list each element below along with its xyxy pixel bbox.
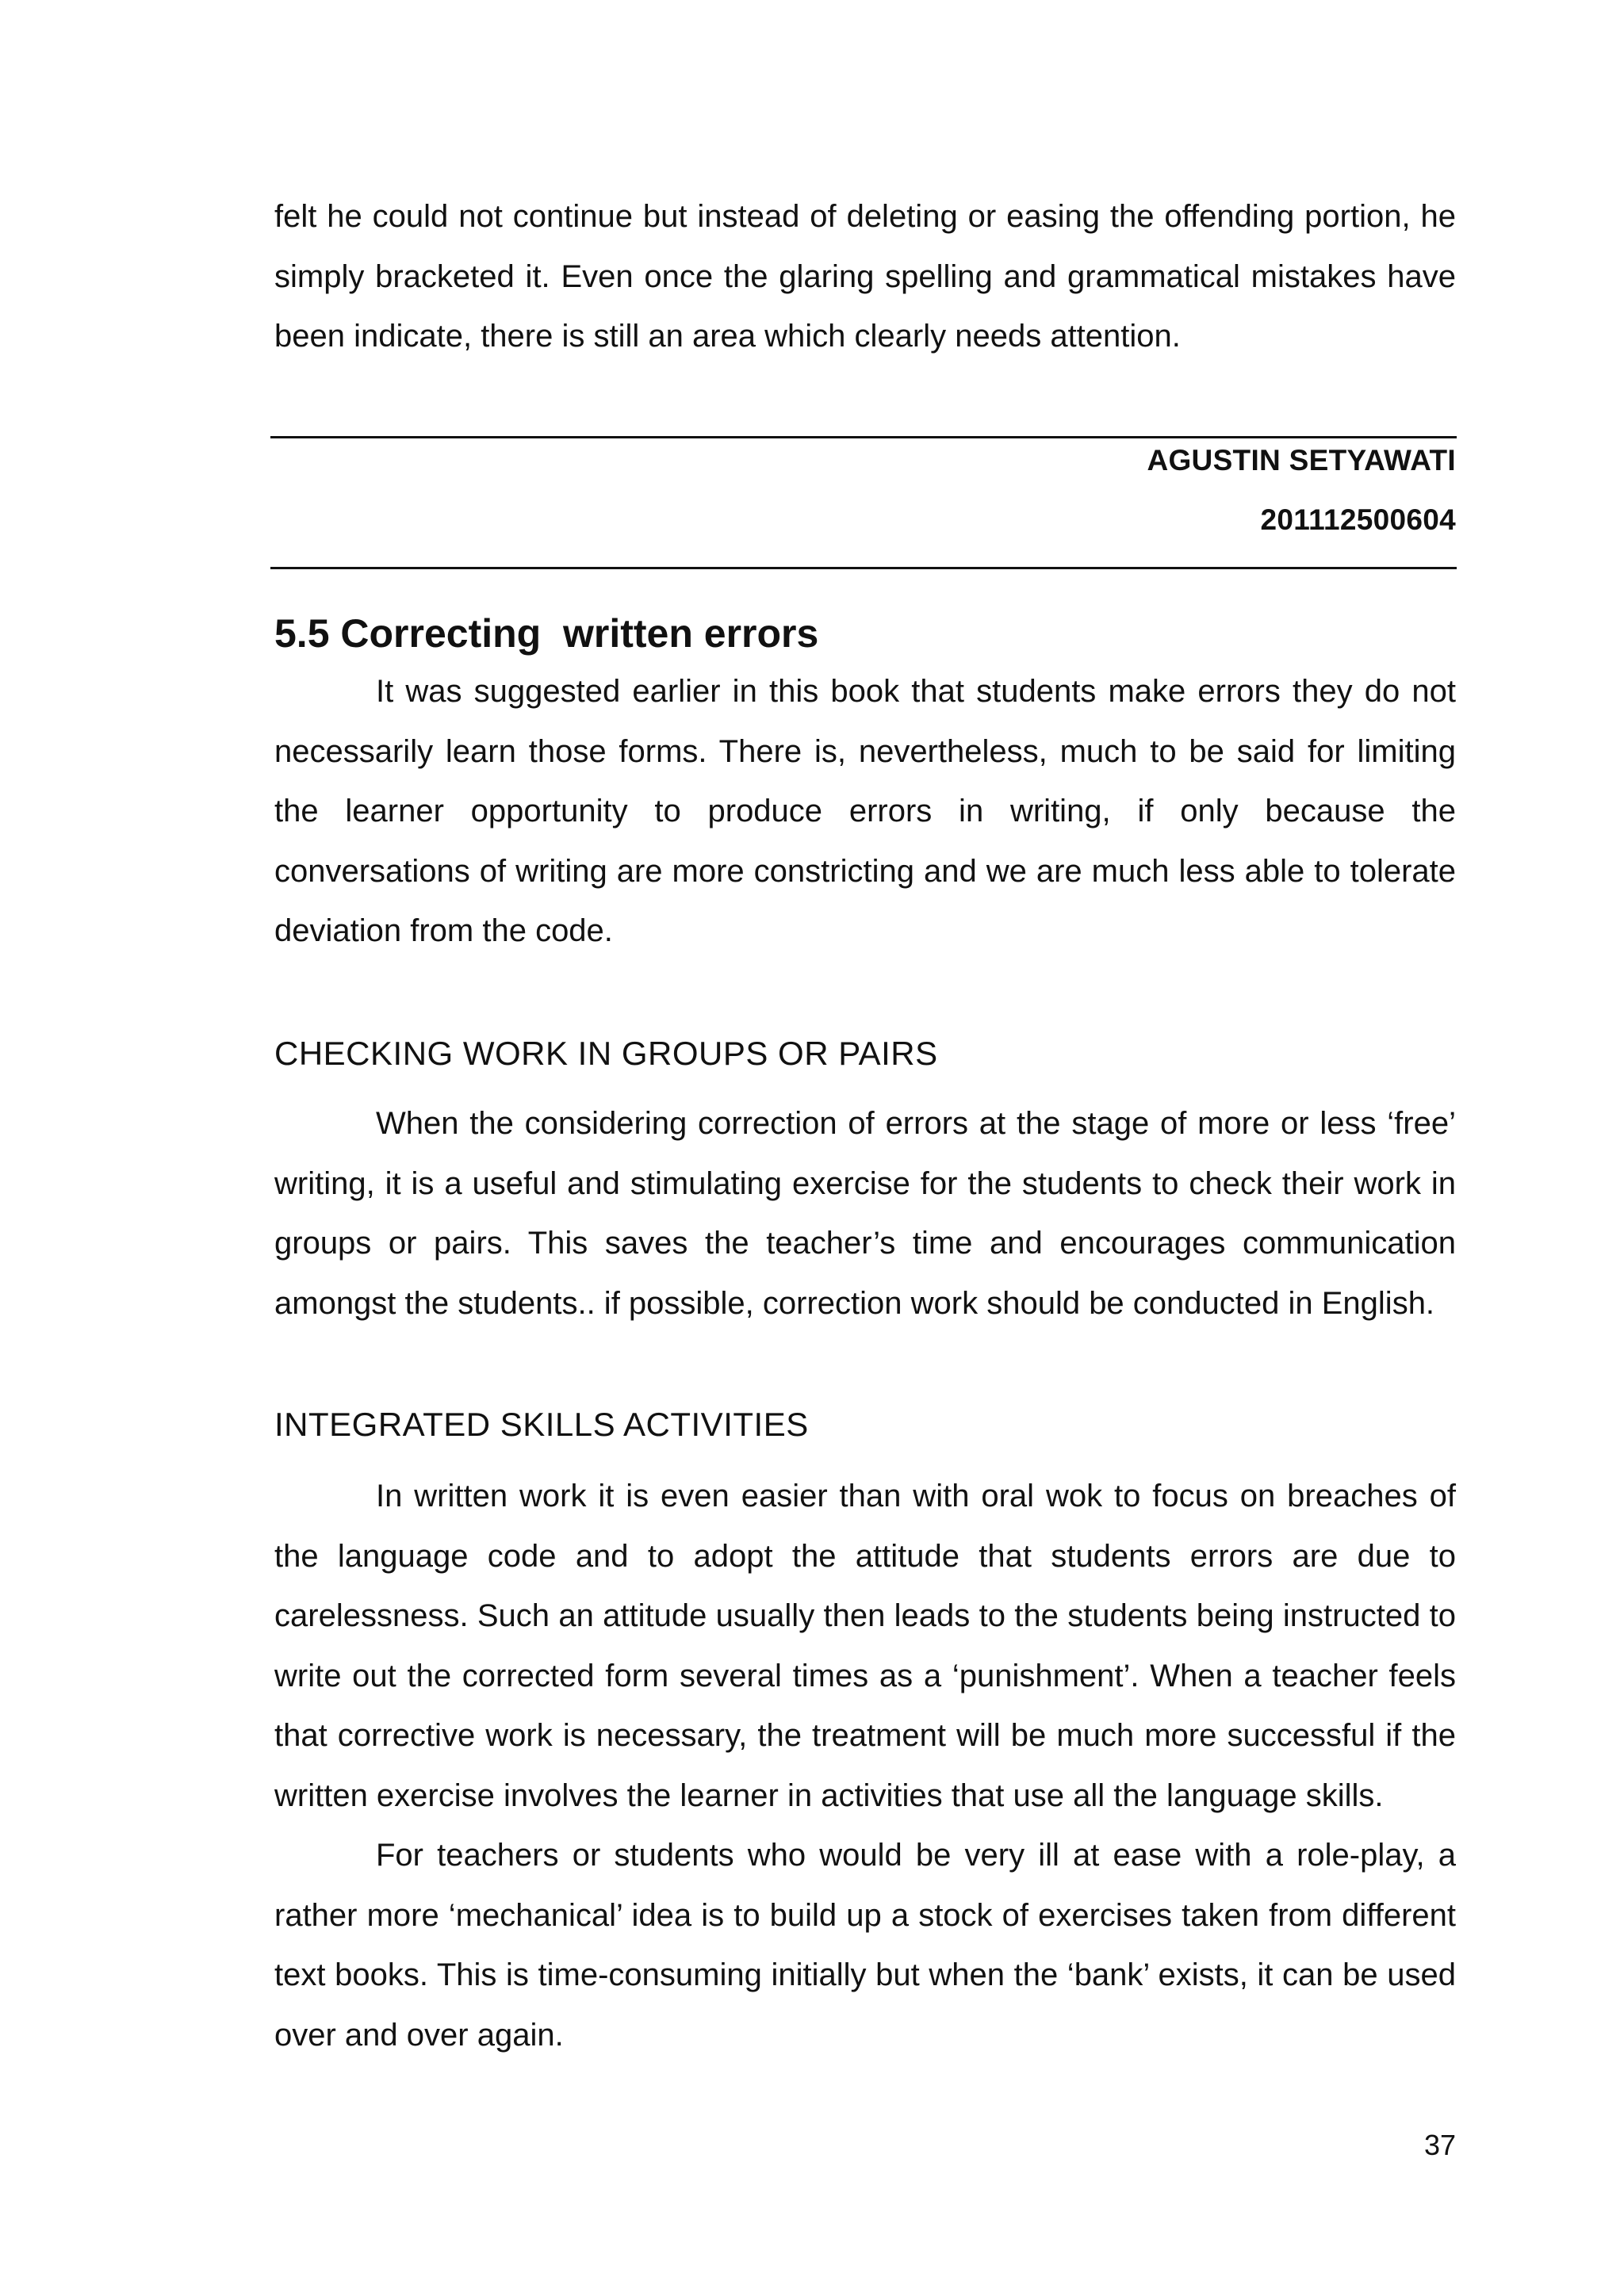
checking-paragraph: When the considering correction of errors at the stage of more or less ‘free’ writing, it is a useful and stimulating exercise for the students to check their work in groups or pairs. This saves the teacher’s time and encourages communication amongst the students.. if possible, correction work should be conducted in English. (274, 1106, 1456, 1321)
top-paragraph-block (274, 187, 1456, 367)
section-paragraph: It was suggested earlier in this book that students make errors they do not necessarily learn those forms. There is, nevertheless, much to be said for limiting the learner opportunity to produce errors in writing, if only because the conversations of writing are more constricting and we are much less able to tolerate deviation from the code. (274, 674, 1456, 948)
top-paragraph: felt he could not continue but instead of deleting or easing the offending portion, he simply bracketed it. Even once the glaring spelling and grammatical mistakes have been indicate, there is still an area which clearly needs attention. (274, 199, 1456, 354)
integrated-heading: INTEGRATED SKILLS ACTIVITIES (274, 1406, 809, 1443)
section-title: 5.5 Correcting written errors (274, 611, 819, 656)
checking-heading: CHECKING WORK IN GROUPS OR PAIRS (274, 1035, 938, 1072)
integrated-paragraph-2: For teachers or students who would be very ill at ease with a role-play, a rather more ‘mechanical’ idea is to build up a stock of exercises taken from different text books. This is time-consuming initially but when the ‘bank’ exists, it can be used over and over again. (274, 1838, 1456, 2053)
integrated-paragraphs-block (274, 1467, 1456, 2065)
checking-paragraph-block (274, 1094, 1456, 1334)
header-rule-bottom (270, 567, 1457, 569)
header-rule-top (270, 436, 1457, 438)
integrated-paragraph-1: In written work it is even easier than with oral wok to focus on breaches of the language code and to adopt the attitude that students errors are due to carelessness. Such an attitude usually then leads to the students being instructed to write out the corrected form several times as a ‘punishment’. When a teacher feels that corrective work is necessary, the treatment will be much more successful if the written exercise involves the learner in activities that use all the language skills. (274, 1479, 1456, 1813)
author-name: AGUSTIN SETYAWATI (1147, 444, 1456, 476)
author-id: 201112500604 (1260, 503, 1456, 536)
section-paragraph-block (274, 662, 1456, 962)
page-number: 37 (1423, 2129, 1456, 2161)
